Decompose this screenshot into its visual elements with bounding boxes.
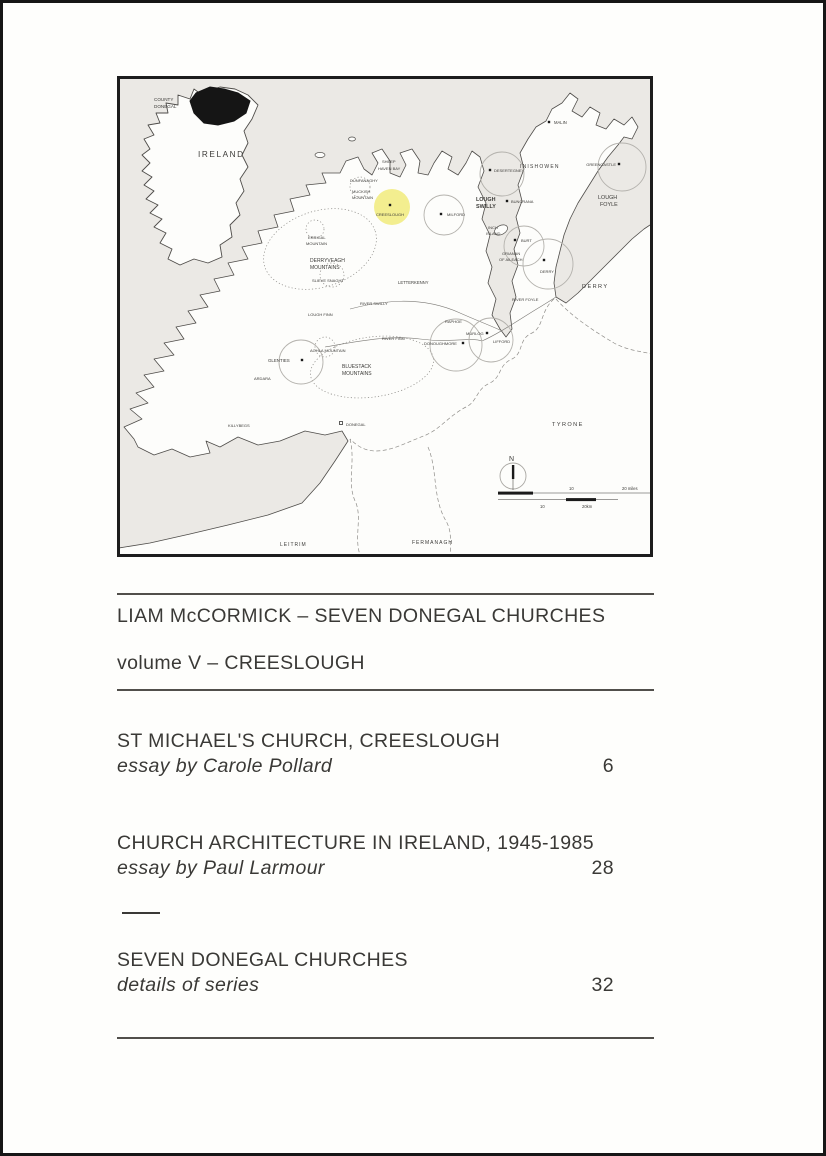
map-label: MUCKISH [352,189,371,194]
map-label: KILLYBEGS [228,423,250,428]
town-dot-creeslough [389,204,391,206]
toc-entry-subtitle: details of series [117,973,260,996]
map-label: DONEGAL [346,422,366,427]
map-label: TYRONE [552,422,584,428]
map-label: SWILLY [476,204,496,210]
map-label: DESERTEGNEY [494,168,525,173]
map-island [349,137,356,141]
volume-title: volume V – CREESLOUGH [117,652,365,674]
map-label: RAPHOE [445,319,462,324]
town-dot-malin [548,121,550,123]
toc-entry-page-number: 6 [602,754,614,777]
map-label: MILFORD [447,212,465,217]
toc-entry-page-number: 32 [591,973,614,996]
map-label: BUNCRANA [511,199,534,204]
map-label: MURLOG [466,331,484,336]
series-title: LIAM McCORMICK – SEVEN DONEGAL CHURCHES [117,605,606,627]
map-label: GLENTIES [268,358,290,363]
town-dot-burt [514,239,516,241]
town-dot-desertegney [489,169,491,171]
town-dot-derry [543,259,545,261]
map-label: BLUESTACK [342,364,372,370]
map-label: AGHLA MOUNTAIN [310,348,346,353]
map-label: IRELAND [198,150,245,159]
church-marker-creeslough [374,189,410,225]
map-label: CREESLOUGH [376,212,405,217]
map-label: COUNTY [154,97,174,102]
donegal-map-svg [120,79,650,554]
map-label: GRIANAN [502,251,521,256]
map-label: 20 miles [622,486,638,491]
map-label: INISHOWEN [520,164,560,170]
map-label: MOUNTAINS [342,371,372,377]
section-dash [122,912,160,914]
map-label: ARDARA [254,376,271,381]
map-label: 10 [540,504,545,509]
map-label: MOUNTAIN [352,195,374,200]
map-label: DONOUGHMORE [424,341,457,346]
toc-entry [117,729,614,778]
map-label: BURT [521,238,532,243]
divider-rule-bottom [117,1037,654,1039]
map-label: GREENCASTLE [586,162,616,167]
toc-entry-title: ST MICHAEL'S CHURCH, CREESLOUGH [117,730,501,752]
map-label: RIVER FOYLE [512,297,539,302]
map-label: OF AILEACH [499,257,523,262]
map-label: FOYLE [600,202,618,208]
map-label: 10 [569,486,574,491]
map-label: ERRIGAL [308,235,326,240]
town-dot-murlog [486,332,488,334]
town-dot-buncrana [506,200,508,202]
map-label: SHEEP [382,159,396,164]
town-dot-donoughmore [462,342,464,344]
map-label: DONEGAL [154,104,177,109]
map-label: RIVER FINN [382,336,405,341]
map-label: LETTERKENNY [398,280,429,285]
map-label: MALIN [554,120,567,125]
map-label: LOUGH FINN [308,312,333,317]
toc-entry [117,948,614,997]
map-label: LIFFORD [493,339,511,344]
map-label: FERMANAGH [412,540,453,546]
toc-entry-subtitle: essay by Carole Pollard [117,754,333,777]
map-label: LOUGH [598,195,618,201]
map-label: LEITRIM [280,542,307,548]
toc-entry-title: SEVEN DONEGAL CHURCHES [117,949,408,971]
map-label: RIVER SWILLY [360,301,388,306]
map-label: MOUNTAINS [310,265,340,271]
map-label: N [509,456,515,463]
map-label: MOUNTAIN [306,241,328,246]
map-island [315,152,325,157]
map-label: DERRY [582,284,609,290]
map-label: LOUGH [476,197,496,203]
town-dot-greencastle [618,163,620,165]
donegal-map [117,76,653,557]
map-label: SLIEVE SNAGHT [312,278,344,283]
toc-entry [117,831,614,880]
map-label: ISLAND [486,231,501,236]
toc-entry-page-number: 28 [591,856,614,879]
map-label: HAVEN BAY [378,166,401,171]
divider-rule-top [117,593,654,595]
town-dot-milford [440,213,442,215]
toc-entry-subtitle: essay by Paul Larmour [117,856,325,879]
map-label: DERRYVEAGH [310,258,345,264]
map-label: DUNFANAGHY [350,178,378,183]
toc-entry-title: CHURCH ARCHITECTURE IN IRELAND, 1945-1985 [117,832,594,854]
map-label: DERRY [540,269,554,274]
map-label: 20km [582,504,593,509]
town-dot-glenties [301,359,303,361]
map-label: INCH [488,225,498,230]
divider-rule-middle [117,689,654,691]
